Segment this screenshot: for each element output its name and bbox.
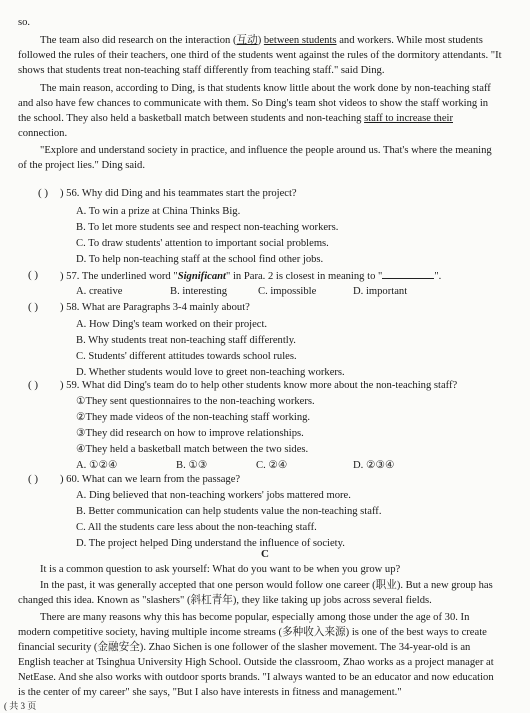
option-q59-a: A. ①②④ [76, 460, 118, 471]
option-q60-d: D. The project helped Ding understand the influence of society. [76, 538, 345, 549]
option-q58-a: A. How Ding's team worked on their project. [76, 319, 268, 330]
option-q59-d: D. ②③④ [353, 460, 395, 471]
option-q58-b: B. Why students treat non-teaching staff differently. [76, 335, 296, 346]
question-58: ) 58. What are Paragraphs 3-4 mainly about? [60, 302, 250, 313]
passage-line: the school. They also held a basketball match between students and non-teaching staff to increase their [18, 113, 453, 124]
passage-line: NetEase. And she also works with outdoor sports brands. "I always wanted to be an educator and now education [18, 672, 494, 683]
option-q56-a: A. To win a prize at China Thinks Big. [76, 206, 241, 217]
option-q56-b: B. To let more students see and respect non-teaching workers. [76, 222, 339, 233]
statement-q59-4: ④They held a basketball match between the two sides. [76, 444, 309, 455]
passage-line: modern competitive society, having multiple income streams (多种收入来源) is one of the best ways to create [18, 627, 487, 638]
option-q59-b: B. ①③ [176, 460, 208, 471]
passage-line: English teacher at Tsinghua University High School. Outside the classroom, Zhao works as a project manager at [18, 657, 494, 668]
option-q57-a: A. creative [76, 286, 123, 297]
passage-line: shows that students treat non-teaching staff differently from teaching staff." said Ding. [18, 65, 385, 76]
option-q58-c: C. Students' different attitudes towards school rules. [76, 351, 297, 362]
section-heading-c: C [261, 548, 269, 560]
option-q59-c: C. ②④ [256, 460, 288, 471]
passage-line: There are many reasons why this has become popular, especially among those under the age of 30. In [40, 612, 470, 623]
answer-blank-q56: ( ) [38, 187, 49, 199]
passage-line: The team also did research on the interaction (互动) between students and workers. While most students [40, 35, 483, 46]
option-q60-c: C. All the students care less about the non-teaching staff. [76, 522, 317, 533]
statement-q59-2: ②They made videos of the non-teaching staff working. [76, 412, 311, 423]
option-q58-d: D. Whether students would love to greet non-teaching workers. [76, 367, 345, 378]
passage-line: In the past, it was generally accepted that one person would follow one career (职业). But a new group has [40, 580, 493, 591]
passage-line: connection. [18, 128, 68, 139]
page-footer: ( 共 3 页 [4, 701, 37, 711]
option-q56-d: D. To help non-teaching staff at the school find other jobs. [76, 254, 324, 265]
option-q60-a: A. Ding believed that non-teaching workers' jobs mattered more. [76, 490, 351, 501]
question-59: ) 59. What did Ding's team do to help other students know more about the non-teaching staff? [60, 380, 458, 391]
answer-blank-q57: ( ) [28, 269, 39, 281]
question-56: ) 56. Why did Ding and his teammates start the project? [60, 188, 297, 199]
question-57: ) 57. The underlined word "Significant" in Para. 2 is closest in meaning to " ". [60, 271, 442, 282]
passage-line: It is a common question to ask yourself: What do you want to be when you grow up? [40, 564, 401, 575]
passage-line: followed the rules of their teachers, one third of the students went against the rules of the dormitory attendants. "It [18, 50, 502, 61]
option-q57-b: B. interesting [170, 286, 228, 297]
question-60: ) 60. What can we learn from the passage? [60, 474, 241, 485]
passage-line: financial security (金融安全). Zhao Sichen is one follower of the slasher movement. The 34-year-old is an [18, 642, 471, 653]
answer-blank-q59: ( ) [28, 379, 39, 391]
passage-line: changed this idea. Known as "slashers" (斜杠青年), they like taking up jobs across several fields. [18, 595, 432, 606]
answer-blank-q60: ( ) [28, 473, 39, 485]
statement-q59-1: ①They sent questionnaires to the non-teaching workers. [76, 396, 315, 407]
passage-line: of the project lies." Ding said. [18, 160, 146, 171]
option-q57-c: C. impossible [258, 286, 317, 297]
passage-line: The main reason, according to Ding, is that students know little about the work done by non-teaching staff [40, 83, 491, 94]
passage-line: is the center of my career" she says, "But I also have interests in fitness and management." [18, 687, 402, 698]
page-fragment: so. [18, 17, 31, 28]
option-q60-b: B. Better communication can help students value the non-teaching staff. [76, 506, 382, 517]
passage-line: and also have few chances to communicate with them. So Ding's team shot videos to show the staff working in [18, 98, 489, 109]
option-q57-d: D. important [353, 286, 408, 297]
answer-blank-q58: ( ) [28, 301, 39, 313]
option-q56-c: C. To draw students' attention to important social problems. [76, 238, 329, 249]
passage-line: "Explore and understand society in practice, and influence the people around us. That's where the meaning [40, 145, 492, 156]
statement-q59-3: ③They did research on how to improve relationships. [76, 428, 304, 439]
